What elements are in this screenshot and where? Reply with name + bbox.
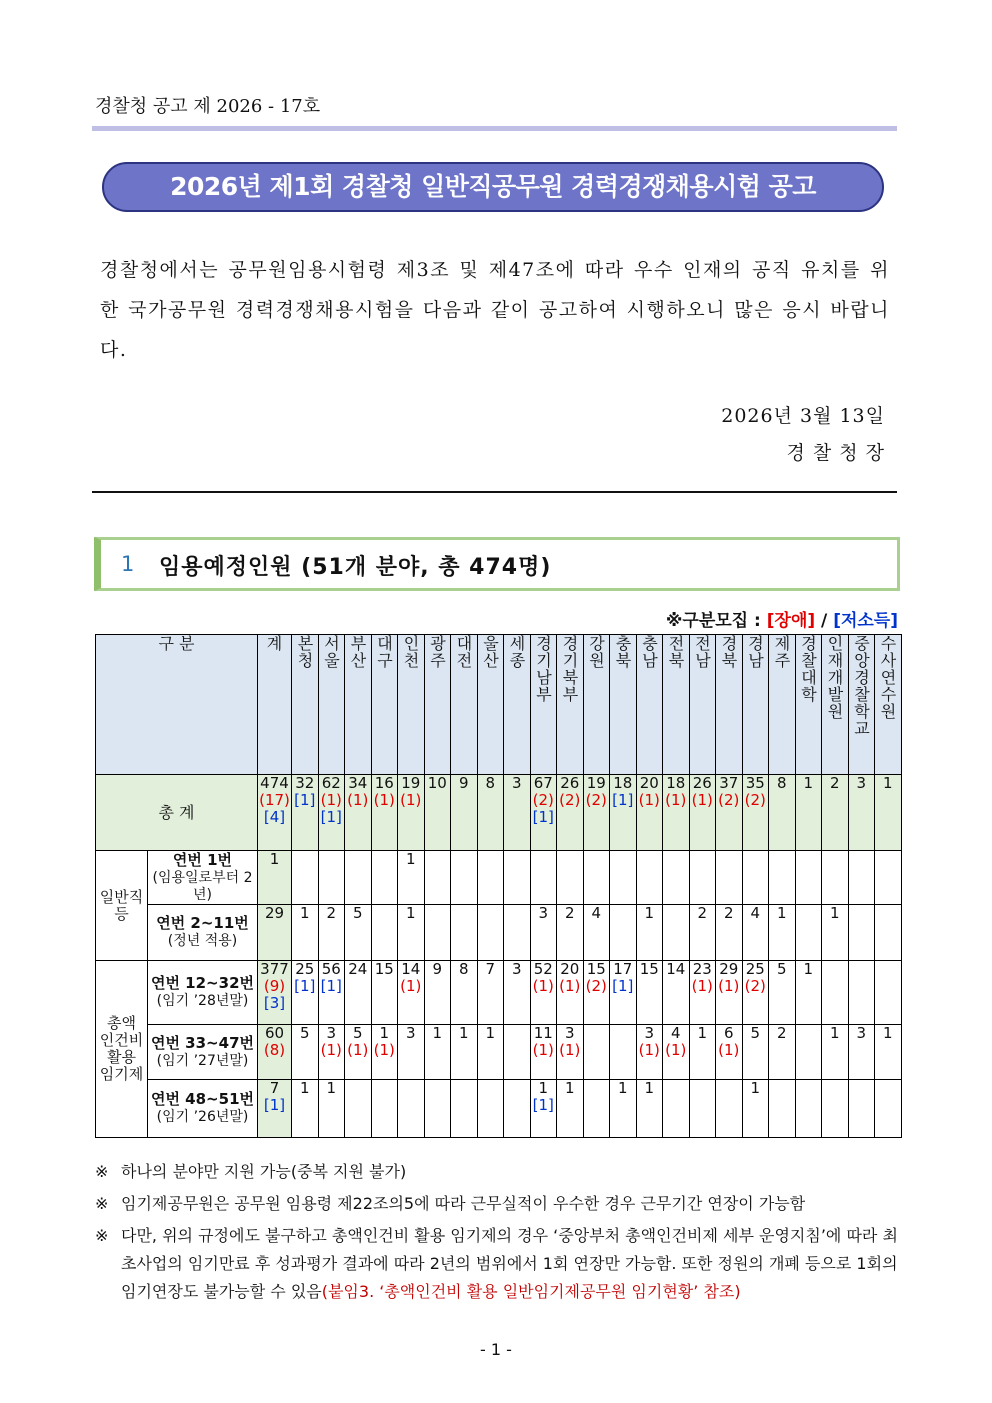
- table-cell: [769, 1080, 796, 1138]
- table-cell: 24: [345, 961, 372, 1025]
- table-cell: 34 (1): [345, 775, 372, 851]
- table-row: [96, 775, 902, 851]
- column-header: 중앙경찰학교: [848, 635, 875, 775]
- table-cell: 1: [822, 1025, 849, 1080]
- table-cell: [848, 905, 875, 961]
- table-cell: [848, 961, 875, 1025]
- column-header: 충남: [636, 635, 663, 775]
- note-item: ※ 다만, 위의 규정에도 불구하고 총액인건비 활용 임기제의 경우 ‘중앙부처 총액인건비제 세부 운영지침’에 따라 최초사업의 임기만료 후 성과평가 결과에 따라 2년의 범위에서 1회 연장만 가능함. 또한 정원의 개폐 등으로 1회의 임기연장도 불가능할 수 있음(붙임3. ‘총액인건비 활용 일반임기제공무원 임기현황’ 참조): [95, 1226, 898, 1301]
- issuer: 경 찰 청 장: [786, 442, 885, 464]
- table-cell: 377 (9) [3]: [258, 961, 292, 1025]
- legend-sep: /: [815, 611, 834, 631]
- table-cell: 4: [583, 905, 610, 961]
- top-divider: [92, 126, 897, 131]
- table-cell: [875, 851, 902, 905]
- table-cell: 1: [875, 1025, 902, 1080]
- notes: [95, 1158, 900, 1310]
- row-label: 연번 12~32번 (임기 ’28년말): [148, 961, 258, 1025]
- table-cell: 1: [451, 1025, 478, 1080]
- table-cell: 15 (2): [583, 961, 610, 1025]
- table-cell: 5 (1): [345, 1025, 372, 1080]
- column-header: 울산: [477, 635, 504, 775]
- table-cell: [663, 851, 690, 905]
- table-cell: 8: [769, 775, 796, 851]
- table-cell: 1: [398, 905, 425, 961]
- table-cell: 3 (1): [557, 1025, 584, 1080]
- row-label: 연번 1번 (임용일로부터 2년): [148, 851, 258, 905]
- table-cell: 2: [769, 1025, 796, 1080]
- table-cell: 2: [822, 775, 849, 851]
- table-cell: 1 [1]: [530, 1080, 557, 1138]
- column-header: 세종: [504, 635, 531, 775]
- table-row: [96, 961, 902, 1025]
- column-header: 부산: [345, 635, 372, 775]
- row-label: 연번 33~47번 (임기 ’27년말): [148, 1025, 258, 1080]
- column-header: 광주: [424, 635, 451, 775]
- table-cell: [848, 1080, 875, 1138]
- table-cell: 1: [610, 1080, 637, 1138]
- column-header: 서울: [318, 635, 345, 775]
- table-cell: 1: [795, 775, 822, 851]
- table-cell: 15: [636, 961, 663, 1025]
- column-header: 경남: [742, 635, 769, 775]
- page-number: - 1 -: [480, 1340, 512, 1359]
- legend-low-income: [저소득]: [833, 611, 898, 631]
- table-cell: 3: [530, 905, 557, 961]
- table-cell: [769, 851, 796, 905]
- table-cell: 3: [848, 775, 875, 851]
- legend-prefix: ※구분모집 :: [665, 611, 767, 631]
- table-cell: 1: [795, 961, 822, 1025]
- table-cell: [530, 851, 557, 905]
- table-cell: [371, 1080, 398, 1138]
- table-cell: 16 (1): [371, 775, 398, 851]
- column-header: 전북: [663, 635, 690, 775]
- table-cell: 26 (2): [557, 775, 584, 851]
- table-cell: 1: [875, 775, 902, 851]
- table-cell: [663, 905, 690, 961]
- table-cell: 1: [318, 1080, 345, 1138]
- table-cell: [875, 1080, 902, 1138]
- section-divider: [92, 491, 897, 493]
- table-cell: 25 [1]: [292, 961, 319, 1025]
- column-header: 대구: [371, 635, 398, 775]
- table-cell: 3: [504, 961, 531, 1025]
- section-header: [94, 537, 900, 591]
- column-header: 수사연수원: [875, 635, 902, 775]
- intro-paragraph: 경찰청에서는 공무원임용시험령 제3조 및 제47조에 따라 우수 인재의 공직 유치를 위한 국가공무원 경력경쟁채용시험을 다음과 같이 공고하여 시행하오니 많은 응시 바랍니다.: [100, 259, 890, 361]
- table-corner-label: 구 분: [96, 635, 258, 775]
- column-header: 강원: [583, 635, 610, 775]
- table-cell: 3: [848, 1025, 875, 1080]
- table-cell: 18 [1]: [610, 775, 637, 851]
- table-cell: [371, 851, 398, 905]
- row-label: 연번 48~51번 (임기 ’26년말): [148, 1080, 258, 1138]
- table-cell: [583, 1025, 610, 1080]
- total-label: 총 계: [96, 775, 258, 851]
- table-cell: [636, 851, 663, 905]
- table-cell: 1: [292, 1080, 319, 1138]
- group-label: 총액 인건비 활용 임기제: [96, 961, 148, 1138]
- table-cell: 4 (1): [663, 1025, 690, 1080]
- column-header: 경기북부: [557, 635, 584, 775]
- recruitment-table: [95, 634, 902, 1138]
- column-header: 경북: [716, 635, 743, 775]
- issue-date: 2026년 3월 13일: [721, 405, 885, 427]
- table-cell: [875, 905, 902, 961]
- table-cell: 60 (8): [258, 1025, 292, 1080]
- table-cell: [504, 905, 531, 961]
- table-cell: [663, 1080, 690, 1138]
- table-cell: 26 (1): [689, 775, 716, 851]
- table-cell: 9: [424, 961, 451, 1025]
- table-cell: [716, 851, 743, 905]
- table-cell: [795, 1025, 822, 1080]
- table-cell: [477, 851, 504, 905]
- section-number: 1: [121, 552, 135, 576]
- table-cell: 1: [424, 1025, 451, 1080]
- table-cell: [477, 1080, 504, 1138]
- table-cell: 1: [769, 905, 796, 961]
- table-cell: 14 (1): [398, 961, 425, 1025]
- table-cell: [504, 1080, 531, 1138]
- table-cell: 3: [504, 775, 531, 851]
- table-cell: [451, 1080, 478, 1138]
- column-header: 경찰대학: [795, 635, 822, 775]
- table-cell: [689, 1080, 716, 1138]
- table-cell: 1: [636, 1080, 663, 1138]
- table-cell: [822, 961, 849, 1025]
- notice-title: 2026년 제1회 경찰청 일반직공무원 경력경쟁채용시험 공고: [102, 162, 884, 212]
- table-cell: 17 [1]: [610, 961, 637, 1025]
- table-cell: 1: [477, 1025, 504, 1080]
- table-cell: [318, 851, 345, 905]
- issue-date-block: [721, 398, 885, 472]
- table-cell: 8: [451, 961, 478, 1025]
- table-cell: 20 (1): [557, 961, 584, 1025]
- table-cell: 5: [742, 1025, 769, 1080]
- table-cell: 35 (2): [742, 775, 769, 851]
- table-cell: 52 (1): [530, 961, 557, 1025]
- table-row: [96, 1025, 902, 1080]
- table-cell: 23 (1): [689, 961, 716, 1025]
- table-cell: 1: [398, 851, 425, 905]
- table-cell: 29: [258, 905, 292, 961]
- notice-number: 경찰청 공고 제 2026 - 17호: [95, 96, 321, 117]
- table-cell: [610, 905, 637, 961]
- column-header: 인천: [398, 635, 425, 775]
- note-item: ※ 임기제공무원은 공무원 임용령 제22조의5에 따라 근무실적이 우수한 경우 근무기간 연장이 가능함: [95, 1194, 806, 1213]
- table-cell: [583, 851, 610, 905]
- table-cell: 7 [1]: [258, 1080, 292, 1138]
- table-cell: [583, 1080, 610, 1138]
- column-header: 제주: [769, 635, 796, 775]
- table-cell: 2: [318, 905, 345, 961]
- table-cell: [345, 1080, 372, 1138]
- table-cell: [610, 1025, 637, 1080]
- column-header: 본청: [292, 635, 319, 775]
- table-cell: 1: [557, 1080, 584, 1138]
- table-cell: [424, 851, 451, 905]
- table-cell: 5: [769, 961, 796, 1025]
- table-cell: 1: [742, 1080, 769, 1138]
- table-cell: [477, 905, 504, 961]
- table-cell: 7: [477, 961, 504, 1025]
- table-cell: [424, 905, 451, 961]
- table-cell: 1: [689, 1025, 716, 1080]
- table-cell: [875, 961, 902, 1025]
- table-cell: 2: [557, 905, 584, 961]
- section-title: 임용예정인원 (51개 분야, 총 474명): [159, 555, 552, 580]
- table-cell: 1: [636, 905, 663, 961]
- table-cell: 62 (1) [1]: [318, 775, 345, 851]
- table-cell: 37 (2): [716, 775, 743, 851]
- table-cell: [795, 851, 822, 905]
- table-row: [96, 851, 902, 905]
- table-cell: 9: [451, 775, 478, 851]
- table-cell: [292, 851, 319, 905]
- table-cell: 14: [663, 961, 690, 1025]
- table-cell: [557, 851, 584, 905]
- table-cell: [795, 1080, 822, 1138]
- table-cell: [345, 851, 372, 905]
- table-cell: 29 (1): [716, 961, 743, 1025]
- column-header: 계: [258, 635, 292, 775]
- table-cell: 10: [424, 775, 451, 851]
- table-cell: [795, 905, 822, 961]
- table-cell: 5: [345, 905, 372, 961]
- column-header: 충북: [610, 635, 637, 775]
- table-cell: [848, 851, 875, 905]
- table-cell: [451, 905, 478, 961]
- table-cell: 5: [292, 1025, 319, 1080]
- table-cell: [822, 851, 849, 905]
- table-cell: 19 (2): [583, 775, 610, 851]
- table-cell: [424, 1080, 451, 1138]
- column-header: 대전: [451, 635, 478, 775]
- table-cell: 15: [371, 961, 398, 1025]
- table-cell: 1: [292, 905, 319, 961]
- table-cell: 1: [822, 905, 849, 961]
- table-cell: [451, 851, 478, 905]
- table-cell: [504, 851, 531, 905]
- table-cell: 1: [258, 851, 292, 905]
- table-cell: 56 [1]: [318, 961, 345, 1025]
- table-cell: [822, 1080, 849, 1138]
- table-row: [96, 905, 902, 961]
- group-label: 일반직 등: [96, 851, 148, 961]
- table-cell: 11 (1): [530, 1025, 557, 1080]
- legend: [666, 606, 898, 631]
- table-cell: 4: [742, 905, 769, 961]
- table-cell: [610, 851, 637, 905]
- table-cell: 25 (2): [742, 961, 769, 1025]
- table-cell: 2: [689, 905, 716, 961]
- table-cell: [398, 1080, 425, 1138]
- table-cell: 3 (1): [636, 1025, 663, 1080]
- table-cell: 67 (2) [1]: [530, 775, 557, 851]
- table-cell: 8: [477, 775, 504, 851]
- table-cell: 19 (1): [398, 775, 425, 851]
- row-label: 연번 2~11번 (정년 적용): [148, 905, 258, 961]
- table-cell: 18 (1): [663, 775, 690, 851]
- table-cell: 6 (1): [716, 1025, 743, 1080]
- legend-disabled: [장애]: [766, 611, 816, 631]
- column-header: 인재개발원: [822, 635, 849, 775]
- column-header: 경기남부: [530, 635, 557, 775]
- note-item: ※ 하나의 분야만 지원 가능(중복 지원 불가): [95, 1162, 407, 1181]
- table-cell: [689, 851, 716, 905]
- table-cell: 32 [1]: [292, 775, 319, 851]
- table-cell: [742, 851, 769, 905]
- table-cell: 3: [398, 1025, 425, 1080]
- table-cell: 474 (17) [4]: [258, 775, 292, 851]
- column-header: 전남: [689, 635, 716, 775]
- table-cell: [371, 905, 398, 961]
- table-cell: 3 (1): [318, 1025, 345, 1080]
- table-cell: 1 (1): [371, 1025, 398, 1080]
- table-cell: [504, 1025, 531, 1080]
- table-cell: 2: [716, 905, 743, 961]
- table-cell: 20 (1): [636, 775, 663, 851]
- table-row: [96, 1080, 902, 1138]
- table-cell: [716, 1080, 743, 1138]
